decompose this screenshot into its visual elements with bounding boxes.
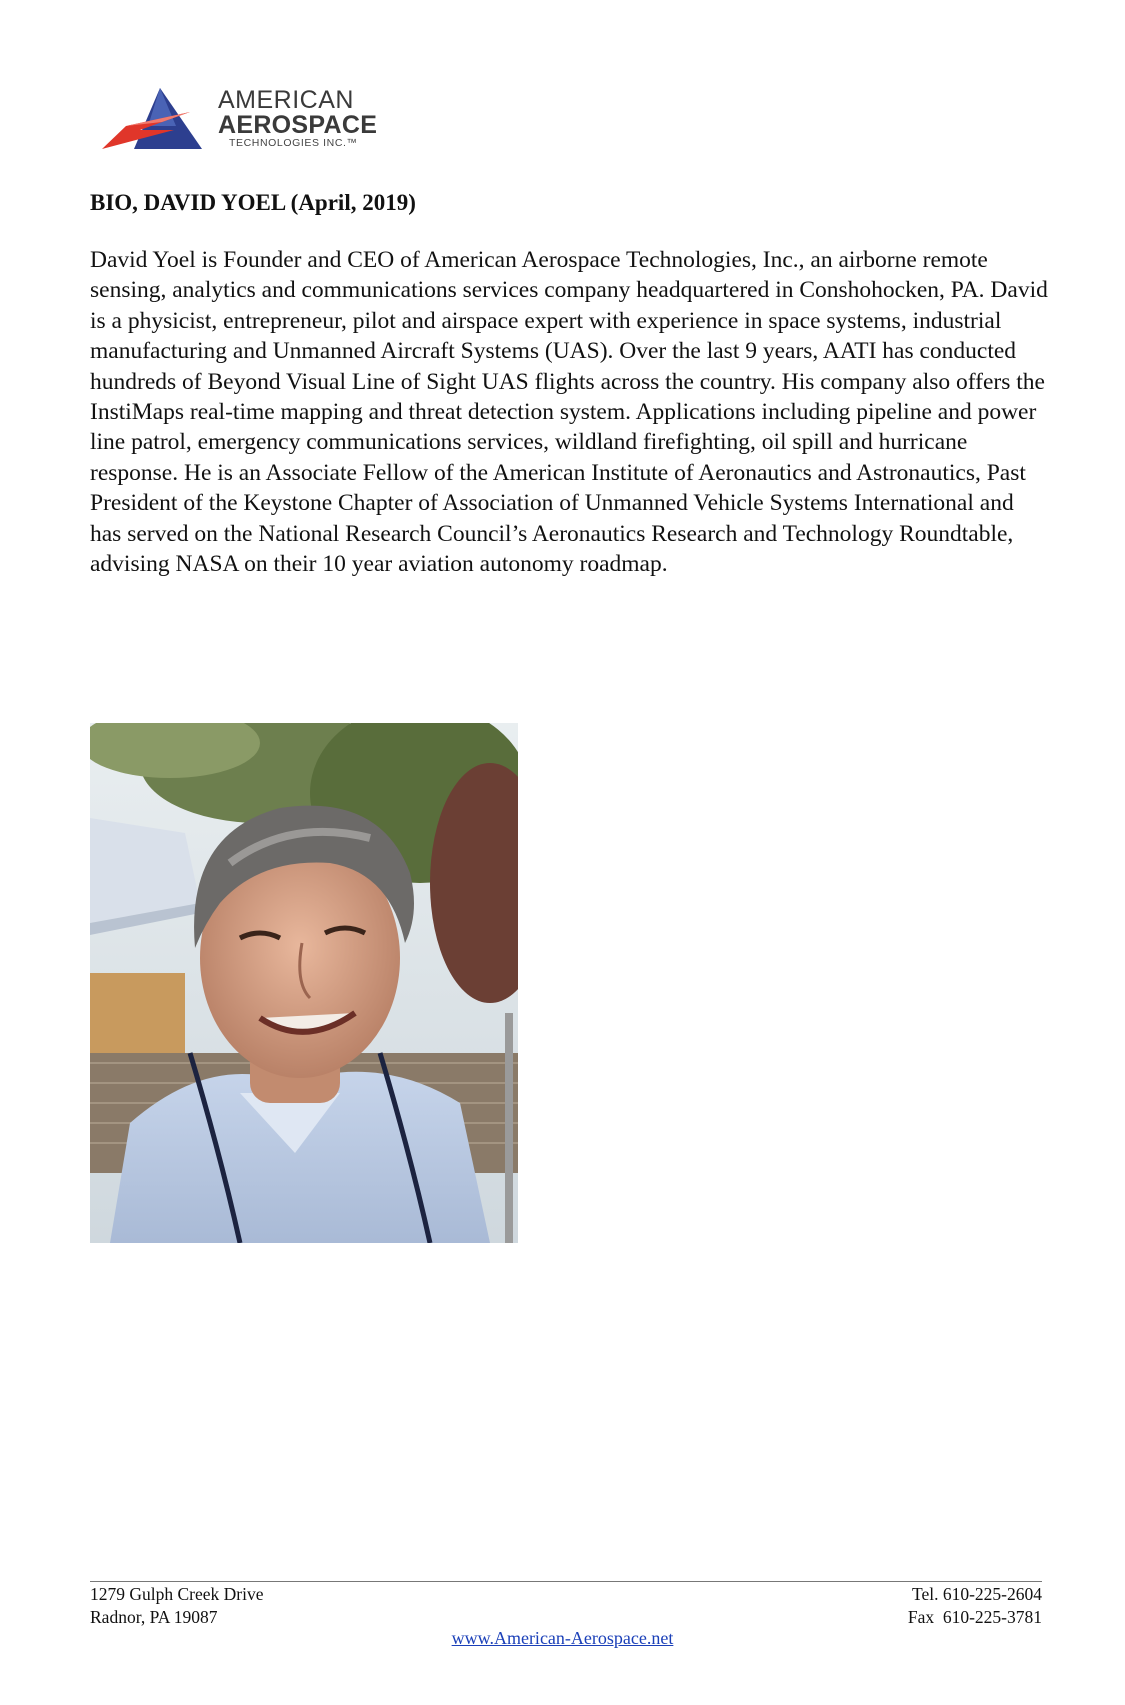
logo-wordmark — [218, 88, 377, 149]
website-link[interactable]: www.American-Aerospace.net — [451, 1628, 674, 1648]
logo-line-aerospace: AEROSPACE — [218, 111, 378, 139]
logo-line-technologies: TECHNOLOGIES INC.™ — [229, 137, 358, 149]
footer-address — [90, 1583, 264, 1629]
footer-fax: Fax 610-225-3781 — [907, 1607, 1042, 1627]
footer-address-city: Radnor, PA 19087 — [90, 1607, 218, 1627]
company-logo — [100, 86, 378, 156]
portrait-photo-icon — [90, 723, 518, 1243]
document-title: BIO, DAVID YOEL (April, 2019) — [90, 190, 416, 215]
logo-mark-icon — [100, 86, 210, 152]
footer-tel: Tel. 610-225-2604 — [911, 1584, 1042, 1604]
footer-website — [0, 1627, 1125, 1650]
footer-address-street: 1279 Gulph Creek Drive — [90, 1584, 264, 1604]
bio-paragraph: David Yoel is Founder and CEO of American Aerospace Technologies, Inc., an airborne remote sensing, analytics and communications services company headquartered in Conshohocken, PA. David is a physicist, entrepreneur, pilot and airspace expert with experience in space systems, industrial manufacturing and Unmanned Aircraft Systems (UAS). Over the last 9 years, AATI has conducted hundreds of Beyond Visual Line of Sight UAS flights across the country. His company also offers the InstiMaps real-time mapping and threat detection system. Applications including pipeline and power line patrol, emergency communications services, wildland firefighting, oil spill and hurricane response. He is an Associate Fellow of the American Institute of Aeronautics and Astronautics, Past President of the Keystone Chapter of Association of Unmanned Vehicle Systems International and has served on the National Research Council’s Aeronautics Research and Technology Roundtable, advising NASA on their 10 year aviation autonomy roadmap. — [90, 247, 1048, 578]
logo-line-american: AMERICAN — [218, 86, 354, 114]
portrait-photo — [90, 723, 518, 1243]
footer-contact — [908, 1583, 1042, 1629]
footer-divider — [90, 1581, 1042, 1582]
